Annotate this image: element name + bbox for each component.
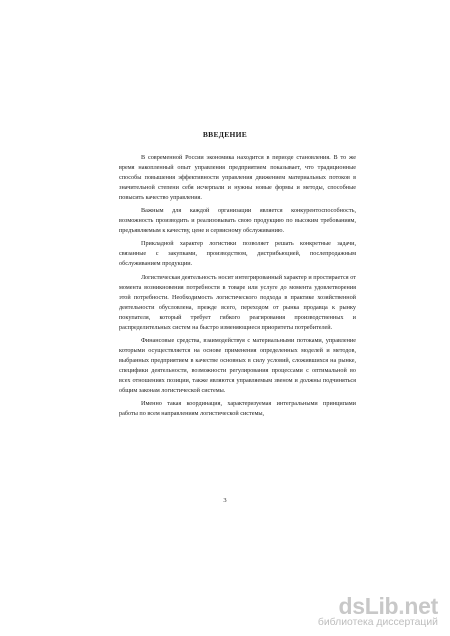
paragraph-1: В современной России экономика находится в периоде становления. В то же время накопленный опыт управления предприятием показывает, что традиционные способы повышения эффективности управления движением материальных потоков в значительной степени себя исчерпали и нужны новые формы и методы, способные повысить качество управления.: [119, 154, 356, 202]
watermark-logo-dot: .: [398, 593, 405, 619]
paragraph-3: Прикладной характер логистики позволяет решать конкретные задачи, связанные с закупками, производством, дистрибьюцией, послепродажным обслуживанием продукции.: [119, 240, 356, 268]
page-number: 3: [223, 497, 227, 504]
watermark-logo: [338, 595, 438, 617]
paragraph-4: Логистическая деятельность носит интегрированный характер и простирается от момента возникновения потребности в товаре или услуге до момента удовлетворения этой потребности. Необходимость логистического подхода в практике хозяйственной деятельности обусловлена, прежде всего, переходом от рынка продавца к рынку покупателя, который требует гибкого реагирования производственных и распределительных систем на быстро изменяющиеся приоритеты потребителей.: [119, 273, 356, 331]
watermark-subtitle: библиотека диссертаций: [317, 617, 438, 628]
watermark-logo-main: dsLib: [338, 593, 399, 619]
paragraph-5: Финансовые средства, взаимодействуя с материальными потоками, управление которыми осуществляется на основе применения определенных моделей и методов, выбранных предприятием в качестве основных в силу условий, сложившихся на рынке, специфики деятельности, возможности регулирования процессами с оптимальной во всех отношениях позиции, также являются управляемым звеном и должны подчиняться общим законам логистической системы.: [119, 336, 356, 395]
paragraph-2: Важным для каждой организации является конкурентоспособность, возможность производить и реализовывать свою продукцию по высоким требованиям, предъявляемым к качеству, цене и сервисному обслуживанию.: [119, 207, 356, 235]
dslib-watermark: [317, 593, 438, 629]
body-text: [119, 153, 356, 419]
paragraph-6: Именно такая координация, характеризуемая интегральными принципами работы по всем направлениям логистической системы,: [119, 400, 356, 418]
watermark-logo-tld: net: [404, 593, 438, 619]
page-title: ВВЕДЕНИЕ: [202, 130, 248, 139]
